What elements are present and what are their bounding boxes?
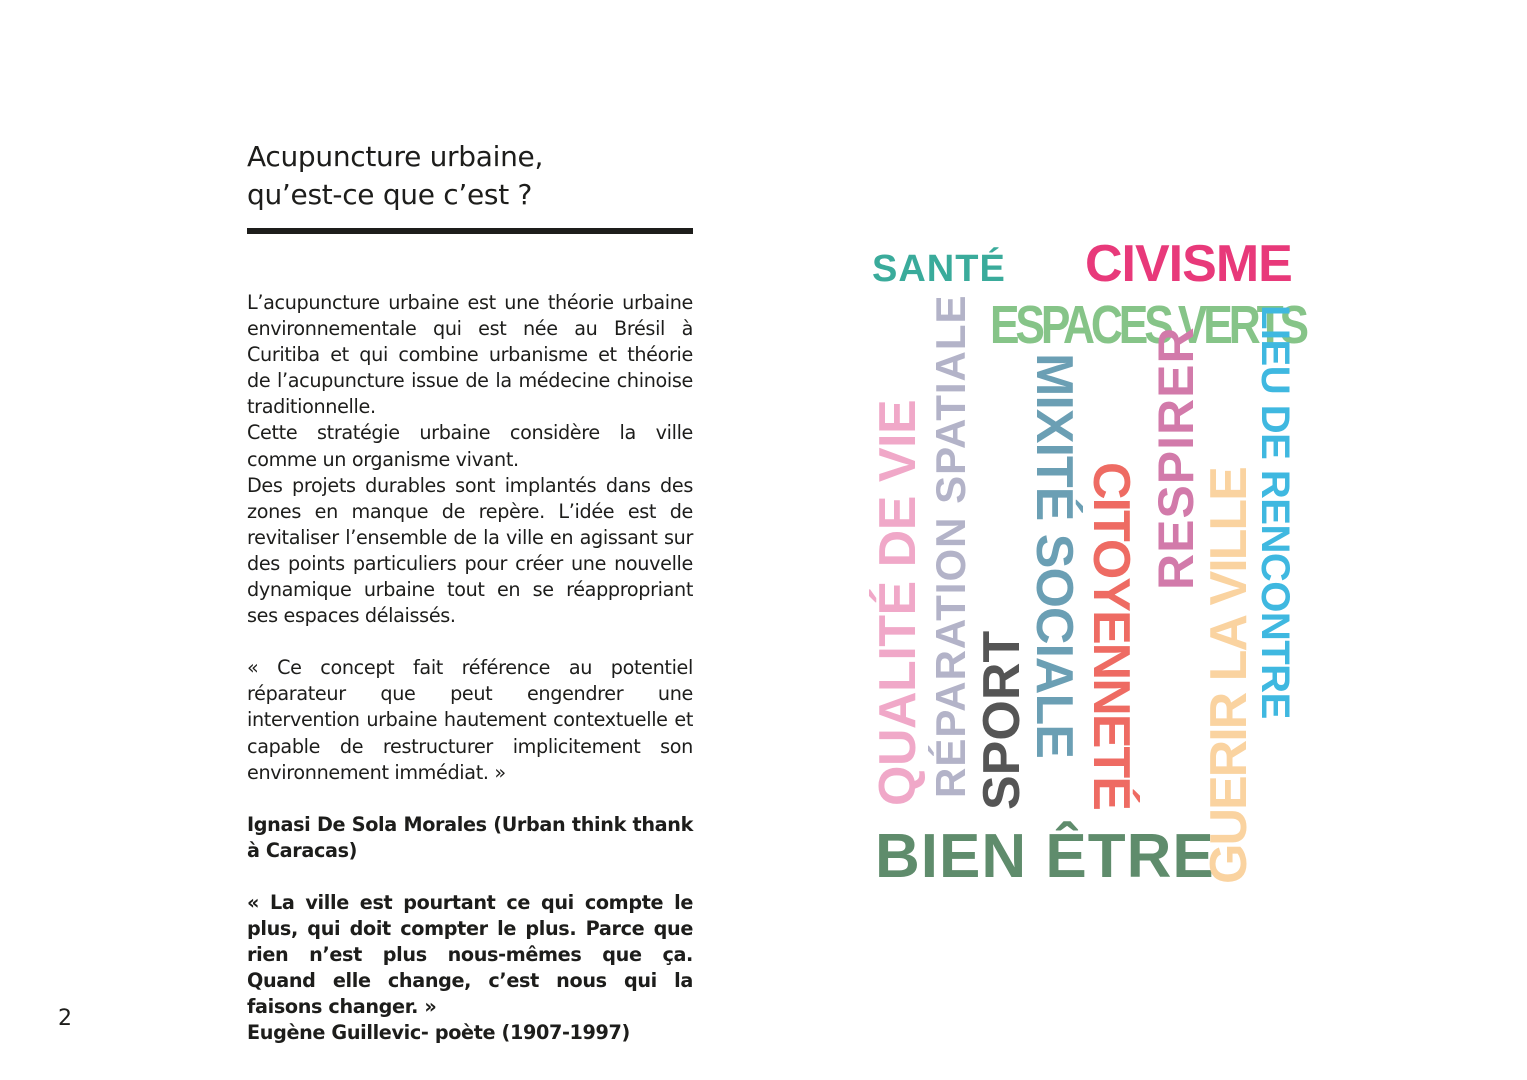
author-guillevic: Eugène Guillevic- poète (1907-1997): [247, 1021, 630, 1045]
word-bien-etre: BIEN ÊTRE: [875, 822, 1215, 891]
title-line-2: qu’est-ce que c’est ?: [247, 178, 533, 211]
title-line-1: Acupuncture urbaine,: [247, 140, 544, 173]
word-sante: SANTÉ: [872, 248, 1006, 290]
word-civisme: CIVISME: [1085, 235, 1292, 293]
word-guerir-la-ville: GUERIR LA VILLE: [1200, 468, 1258, 884]
paragraph-projects: Des projets durables sont implantés dans des zones en manque de repère. L’idée est de revitaliser l’ensemble de la ville en agissant sur des points particuliers pour créer une nouvelle dynamique urbaine tout en se réappropriant ses espaces délaissés.: [247, 473, 693, 628]
word-qualite-de-vie: QUALITÉ DE VIE: [869, 399, 927, 806]
paragraph-intro: L’acupuncture urbaine est une théorie urbaine environnementale qui est née au Brésil à Curitiba et qui combine urbanisme et théorie de l’acupuncture issue de la médecine chinoise traditionnelle.: [247, 291, 693, 419]
quote-morales: « Ce concept fait référence au potentiel réparateur que peut engendrer une intervention urbaine hautement contextuelle et capable de restructurer implicitement son environnement immédiat. »: [247, 656, 693, 784]
word-mixite-sociale: MIXITÉ SOCIALE: [1025, 353, 1083, 758]
quote-guillevic: « La ville est pourtant ce qui compte le plus, qui doit compter le plus. Parce que rien n’est plus nous-mêmes que ça. Quand elle change, c’est nous qui la faisons changer. »: [247, 890, 693, 1019]
word-citoyennete: CITOYENNETÉ: [1082, 462, 1140, 809]
page-number: 2: [58, 1006, 72, 1031]
word-lieu-de-rencontre: LIEU DE RENCONTRE: [1253, 305, 1297, 719]
word-sport: SPORT: [973, 630, 1031, 810]
word-espaces-verts: ESPACES VERTS: [990, 295, 1305, 355]
author-morales: Ignasi De Sola Morales (Urban think thank à Caracas): [247, 812, 693, 862]
word-respirer: RESPIRER: [1148, 326, 1204, 590]
paragraph-strategy: Cette stratégie urbaine considère la ville comme un organisme vivant.: [247, 421, 693, 471]
word-reparation-spatiale: RÉPARATION SPATIALE: [927, 294, 974, 798]
